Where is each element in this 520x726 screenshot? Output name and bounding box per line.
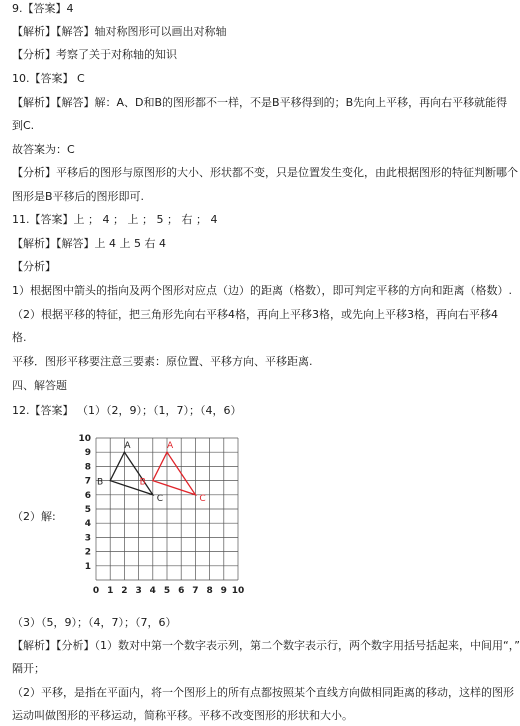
vertex-label: B — [139, 477, 146, 488]
vertex-label: B — [97, 477, 104, 488]
q9-explanation: 【解析】【解答】轴对称图形可以画出对称轴 — [12, 25, 227, 38]
q12-analysis-2-cont: 运动叫做图形的平移运动，简称平移。平移不改变图形的形状和大小。 — [12, 709, 353, 722]
y-tick-label: 5 — [84, 505, 91, 515]
vertex-label: C — [199, 493, 206, 504]
q11-note: 平移．图形平移要注意三要素：原位置、平移方向、平移距离. — [12, 355, 313, 368]
q9-answer: 9.【答案】4 — [12, 2, 74, 15]
q9-analysis: 【分析】考察了关于对称轴的知识 — [12, 48, 177, 61]
q10-explanation: 【解析】【解答】解：A、D和B的图形都不一样，不是B平移得到的；B先向上平移，再向右平移就能得 — [12, 96, 508, 109]
q11-analysis-heading: 【分析】 — [12, 260, 56, 273]
y-tick-label: 2 — [84, 547, 91, 558]
section-heading: 四、解答题 — [12, 379, 67, 392]
x-tick-label: 9 — [220, 586, 227, 596]
x-tick-label: 10 — [231, 586, 245, 596]
y-tick-label: 3 — [84, 533, 91, 544]
q11-analysis-2-cont: 格. — [12, 331, 27, 344]
x-tick-label: 5 — [163, 586, 171, 596]
q10-explanation-cont: 到C. — [12, 119, 35, 132]
coordinate-grid-figure — [70, 432, 250, 600]
q12-answer: 12.【答案】 （1）（2，9）；（1，7）；（4，6） — [12, 404, 242, 417]
vertex-label: C — [156, 493, 164, 504]
x-tick-label: 6 — [178, 586, 185, 596]
q12-analysis-1: 【解析】【分析】（1）数对中第一个数字表示列，第二个数字表示行，两个数字用括号括起来，中间用“，” — [12, 639, 520, 652]
q10-conclusion: 故答案为：C — [12, 143, 75, 156]
q10-answer: 10.【答案】 C — [12, 72, 85, 85]
y-tick-label: 6 — [84, 490, 91, 501]
q10-analysis: 【分析】平移后的图形与原图形的大小、形状都不变，只是位置发生变化，由此根据图形的特征判断哪个 — [12, 166, 518, 179]
original-triangle — [110, 452, 153, 495]
q11-answer: 11.【答案】上 ； 4 ； 上 ； 5 ； 右 ； 4 — [12, 213, 218, 226]
q12-part3-answer: （3）（5，9）；（4，7）；（7，6） — [12, 616, 177, 629]
x-tick-label: 4 — [149, 586, 156, 596]
x-tick-label: 8 — [206, 586, 213, 596]
q10-analysis-cont: 图形是B平移后的图形即可. — [12, 190, 145, 203]
y-tick-label: 1 — [84, 561, 91, 572]
y-tick-label: 9 — [84, 448, 91, 459]
vertex-label: A — [124, 441, 131, 452]
x-tick-label: 0 — [92, 586, 100, 596]
x-tick-label: 7 — [192, 586, 199, 596]
translated-triangle — [153, 452, 196, 495]
q11-analysis-1: 1）根据图中箭头的指向及两个图形对应点（边）的距离（格数），即可判定平移的方向和距离（格数）. — [12, 284, 512, 297]
q12-part2-label: （2）解: — [12, 510, 56, 523]
y-tick-label: 10 — [78, 434, 91, 444]
y-tick-label: 8 — [84, 462, 91, 473]
x-tick-label: 2 — [121, 586, 128, 596]
y-tick-label: 7 — [84, 476, 91, 487]
x-tick-label: 3 — [135, 586, 142, 596]
vertex-label: A — [167, 441, 174, 452]
q12-analysis-2: （2）平移，是指在平面内，将一个图形上的所有点都按照某个直线方向做相同距离的移动，这样的图形 — [12, 686, 514, 699]
x-tick-label: 1 — [107, 586, 114, 596]
q11-analysis-2: （2）根据平移的特征，把三角形先向右平移4格，再向上平移3格，或先向上平移3格，再向右平移4 — [12, 308, 498, 321]
y-tick-label: 4 — [84, 519, 91, 530]
q12-analysis-1-cont: 隔开； — [12, 662, 45, 675]
q11-explanation: 【解析】【解答】上 4 上 5 右 4 — [12, 237, 166, 250]
